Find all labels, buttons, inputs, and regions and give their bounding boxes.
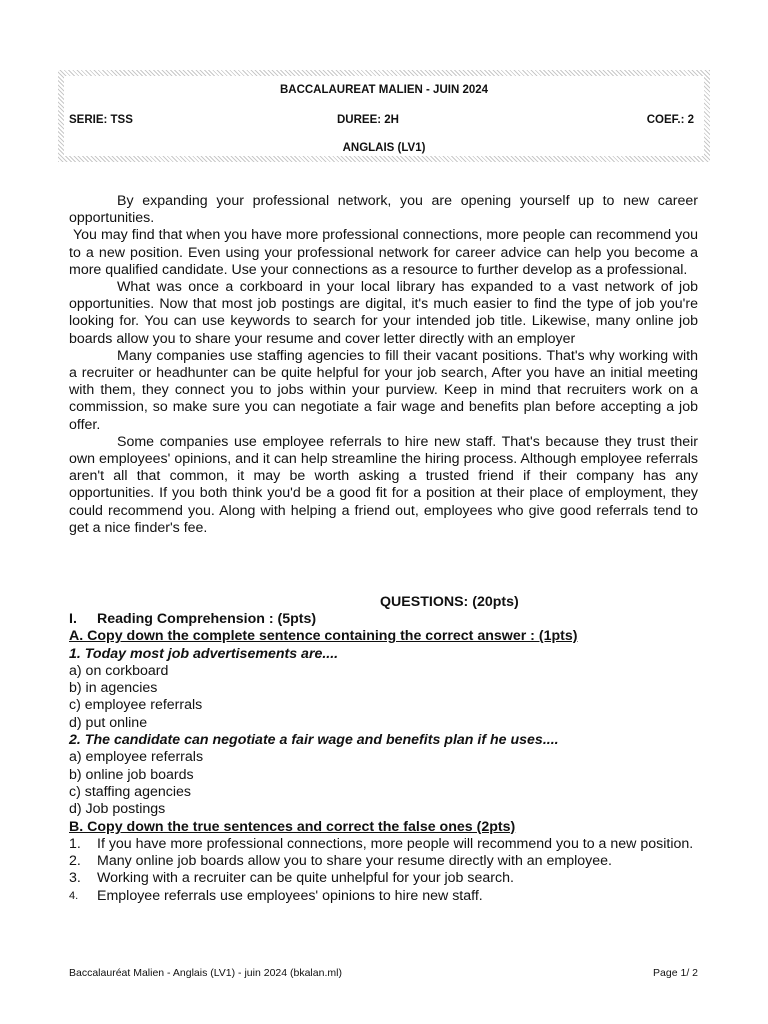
item-text: Many online job boards allow you to share your resume directly with an employee. — [97, 853, 612, 870]
passage-paragraph-1: By expanding your professional network, you are opening yourself up to new career opportunities. — [69, 193, 698, 227]
true-false-item-2 — [69, 853, 697, 870]
question-1-stem: 1. Today most job advertisements are.... — [69, 645, 339, 662]
exam-serie: SERIE: TSS — [69, 114, 133, 126]
question-1-option-d: d) put online — [69, 714, 148, 731]
passage-paragraph-5: Some companies use employee referrals to hire new staff. That's because they trust their own employees' opinions, and it can help streamline the hiring process. Although employee referrals aren't all that common, it may be worth asking a trusted friend if their company has any opportunities. If you both think you'd be a good fit for a position at their place of employment, they could recommend you. Along with helping a friend out, employees who give good referrals tend to get a nice finder's fee. — [69, 433, 698, 536]
part-a-heading: A. Copy down the complete sentence containing the correct answer : (1pts) — [69, 628, 578, 645]
question-2-stem: 2. The candidate can negotiate a fair wage and benefits plan if he uses.... — [69, 732, 559, 749]
question-2-option-d: d) Job postings — [69, 801, 166, 818]
section-label: Reading Comprehension : (5pts) — [97, 611, 317, 627]
question-1-option-a: a) on corkboard — [69, 662, 169, 679]
exam-duration: DUREE: 2H — [337, 114, 399, 126]
part-b-heading: B. Copy down the true sentences and correct the false ones (2pts) — [69, 818, 516, 835]
question-1-option-c: c) employee referrals — [69, 697, 203, 714]
question-2-option-a: a) employee referrals — [69, 749, 204, 766]
item-number: 4. — [69, 889, 79, 902]
questions-title: QUESTIONS: (20pts) — [380, 594, 519, 610]
footer-source: Baccalauréat Malien - Anglais (LV1) - juin 2024 (bkalan.ml) — [69, 967, 342, 979]
questions-section — [69, 611, 709, 905]
true-false-item-4 — [69, 888, 697, 905]
question-2-option-b: b) online job boards — [69, 766, 194, 783]
item-number: 1. — [69, 835, 81, 852]
passage-paragraph-2: You may find that when you have more professional connections, more people can recommend you to a new position. Even using your professional network for career advice can help you become a more qualified candidate. Use your connections as a resource to further develop as a professional. — [69, 227, 698, 278]
question-2-option-c: c) staffing agencies — [69, 783, 191, 800]
item-text: Employee referrals use employees' opinions to hire new staff. — [97, 887, 483, 904]
exam-title: BACCALAUREAT MALIEN - JUIN 2024 — [279, 84, 489, 96]
footer-page-number: Page 1/ 2 — [653, 967, 698, 979]
section-number: I. — [69, 611, 77, 627]
item-text: Working with a recruiter can be quite unhelpful for your job search. — [97, 870, 514, 887]
exam-coefficient: COEF.: 2 — [646, 114, 694, 126]
question-1-option-b: b) in agencies — [69, 680, 158, 697]
true-false-item-1 — [69, 836, 697, 853]
reading-passage — [69, 193, 698, 537]
section-reading-comprehension — [69, 611, 709, 628]
passage-paragraph-4: Many companies use staffing agencies to fill their vacant positions. That's why working with a recruiter or headhunter can be quite helpful for your job search, After you have an initial meeting with them, they connect you to jobs within your purview. Keep in mind that recruiters work on a commission, so make sure you can negotiate a fair wage and benefits plan before accepting a job offer. — [69, 347, 698, 433]
exam-header-box — [58, 70, 710, 162]
exam-subject: ANGLAIS (LV1) — [342, 142, 426, 154]
item-text: If you have more professional connections, more people will recommend you to a new position. — [97, 835, 694, 852]
passage-paragraph-3: What was once a corkboard in your local library has expanded to a vast network of job opportunities. Now that most job postings are digital, it's much easier to find the type of job you're looking for. You can use keywords to search for your intended job title. Likewise, many online job boards allow you to share your resume and cover letter directly with an employer — [69, 279, 698, 347]
item-number: 3. — [69, 870, 81, 887]
item-number: 2. — [69, 853, 81, 870]
true-false-item-3 — [69, 870, 697, 887]
